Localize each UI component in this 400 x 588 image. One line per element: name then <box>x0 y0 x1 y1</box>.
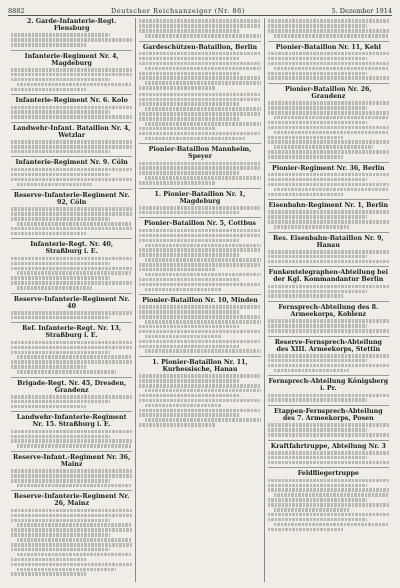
text-line <box>145 34 260 38</box>
text-line <box>268 324 367 328</box>
notice-section <box>11 322 132 373</box>
text-line <box>11 38 132 42</box>
text-line <box>11 43 86 47</box>
text-line <box>11 405 86 409</box>
text-line <box>268 101 389 105</box>
text-line <box>145 107 260 111</box>
notice-section <box>268 19 389 37</box>
text-block <box>11 257 132 290</box>
notice-section <box>11 377 132 409</box>
text-line <box>274 225 349 229</box>
notice-section <box>268 83 389 159</box>
page-number: 8882 <box>8 6 25 15</box>
text-line <box>11 232 86 236</box>
text-line <box>268 193 343 197</box>
text-line <box>11 73 132 77</box>
text-line <box>145 176 260 180</box>
text-line <box>268 285 389 289</box>
section-heading: Reserve-Infanterie-Regiment Nr. 40 <box>11 293 132 310</box>
text-block <box>268 285 389 298</box>
section-heading: Reserve-Infanterie-Regiment Nr. 26, Mainz <box>11 490 132 507</box>
section-heading: Pionier-Bataillon Nr. 11, Kehl <box>268 41 389 51</box>
text-line <box>145 389 260 393</box>
section-heading: Infanterie-Regiment Nr. 4, Magdeburg <box>11 50 132 67</box>
text-block <box>11 509 132 576</box>
text-line <box>139 278 238 282</box>
text-line <box>139 394 238 398</box>
text-line <box>11 78 110 82</box>
text-line <box>11 563 132 567</box>
text-line <box>139 181 214 185</box>
text-line <box>11 115 132 119</box>
text-block <box>139 19 260 37</box>
text-line <box>17 484 132 488</box>
notice-section <box>11 238 132 289</box>
text-line <box>11 145 132 149</box>
publication-title: Deutscher Reichsanzeiger (Nr. 86) <box>111 6 246 15</box>
text-block <box>11 140 132 153</box>
text-line <box>11 543 132 547</box>
section-heading: Etappen-Fernsprech-Abteilung des 7. Armeekorps, Posen <box>268 405 389 422</box>
text-line <box>268 364 389 368</box>
section-heading: Feldfliegertruppe <box>268 467 389 477</box>
text-block <box>11 68 132 91</box>
text-line <box>268 294 343 298</box>
text-line <box>139 409 260 413</box>
text-line <box>139 52 260 56</box>
text-line <box>17 523 132 527</box>
text-line <box>268 126 389 130</box>
text-line <box>11 173 110 177</box>
text-block <box>268 319 389 332</box>
text-line <box>11 469 132 473</box>
text-line <box>268 329 389 333</box>
text-line <box>11 474 132 478</box>
text-line <box>268 359 367 363</box>
text-line <box>139 315 260 319</box>
text-line <box>11 509 132 513</box>
text-line <box>268 518 367 522</box>
notice-section <box>268 336 389 373</box>
text-line <box>11 262 110 266</box>
section-heading: 1. Pionier-Bataillon Nr. 1, Magdeburg <box>139 188 260 205</box>
text-line <box>139 229 260 233</box>
text-line <box>268 354 389 358</box>
text-line <box>145 320 260 324</box>
text-line <box>139 117 238 121</box>
text-line <box>268 106 367 110</box>
text-line <box>11 110 110 114</box>
text-columns <box>8 18 392 582</box>
section-heading: Pionier-Regiment Nr. 36, Berlin <box>268 162 389 172</box>
notice-section <box>11 94 132 119</box>
text-line <box>17 286 92 290</box>
text-line <box>17 183 92 187</box>
notice-section <box>139 19 260 37</box>
text-line <box>11 395 132 399</box>
text-line <box>11 316 110 320</box>
column-1 <box>8 18 136 582</box>
notice-section <box>11 189 132 235</box>
text-line <box>11 365 86 369</box>
text-line <box>11 178 132 182</box>
notice-section <box>139 93 260 141</box>
text-line <box>268 428 367 432</box>
text-line <box>11 548 110 552</box>
section-heading: Reserve-Fernsprech-Abteilung des XIII. Armeekorps, Stettin <box>268 336 389 353</box>
text-line <box>11 341 132 345</box>
text-line <box>139 399 260 403</box>
text-line <box>139 211 238 215</box>
text-block <box>268 173 389 196</box>
text-line <box>11 519 110 523</box>
text-line <box>268 183 389 187</box>
text-line <box>268 456 367 460</box>
text-line <box>268 433 389 437</box>
section-heading: 2. Garde-Infanterie-Regt. Flensburg <box>26 18 117 32</box>
text-block <box>11 430 132 448</box>
text-line <box>268 178 367 182</box>
text-line <box>268 250 389 254</box>
text-line <box>268 260 389 264</box>
text-line <box>139 330 260 334</box>
text-line <box>268 29 389 33</box>
text-block <box>268 354 389 372</box>
text-line <box>139 112 260 116</box>
text-line <box>268 528 343 532</box>
issue-date: 5. Dezember 1914 <box>331 6 392 15</box>
text-line <box>274 67 389 71</box>
text-line <box>11 533 110 537</box>
text-line <box>139 239 238 243</box>
section-heading: Reserve-Infanterie-Regiment Nr. 92, Cöln <box>11 189 132 206</box>
text-line <box>11 140 132 144</box>
text-line <box>145 418 260 422</box>
section-heading: Landwehr-Infanterie-Regiment Nr. 15. Straßburg i. E. <box>11 411 132 428</box>
text-line <box>139 57 238 61</box>
column-3 <box>265 18 392 582</box>
text-block <box>11 311 132 319</box>
text-line <box>139 423 214 427</box>
section-heading: Eisenbahn-Regiment Nr. 1, Berlin <box>268 199 389 209</box>
text-block <box>268 19 389 37</box>
notice-section <box>268 232 389 264</box>
text-line <box>11 168 132 172</box>
text-line <box>11 207 132 211</box>
column-2 <box>136 18 264 582</box>
text-line <box>17 370 116 374</box>
text-line <box>268 255 367 259</box>
text-line <box>139 234 260 238</box>
text-line <box>139 310 238 314</box>
section-heading: Infanterie-Regt. Nr. 40, Straßburg i. E. <box>11 238 132 255</box>
text-line <box>268 319 389 323</box>
notice-section <box>268 199 389 229</box>
text-line <box>145 335 220 339</box>
text-block <box>268 394 389 402</box>
text-line <box>139 62 260 66</box>
text-line <box>145 67 260 71</box>
text-line <box>139 263 260 267</box>
text-line <box>268 19 389 23</box>
text-line <box>11 68 132 72</box>
text-block <box>139 206 260 214</box>
text-line <box>139 102 238 106</box>
notice-section <box>139 217 260 291</box>
text-line <box>139 127 214 131</box>
text-line <box>139 305 260 309</box>
text-line <box>145 122 260 126</box>
text-line <box>274 523 389 527</box>
text-line <box>11 479 110 483</box>
text-block <box>139 93 260 141</box>
text-block <box>139 229 260 291</box>
page-header <box>8 4 392 16</box>
text-block <box>268 101 389 158</box>
text-line <box>268 503 389 507</box>
text-line <box>11 33 110 37</box>
notice-section <box>11 451 132 488</box>
text-line <box>139 379 238 383</box>
text-line <box>17 553 132 557</box>
text-line <box>11 514 132 518</box>
text-line <box>17 83 132 87</box>
section-heading: Pionier-Bataillon Nr. 10, Minden <box>139 294 260 304</box>
text-line <box>139 325 238 329</box>
notice-section <box>268 405 389 437</box>
section-heading: Infanterie-Regiment Nr. 6. Kolo <box>11 94 132 104</box>
text-line <box>268 121 367 125</box>
text-line <box>145 137 244 141</box>
text-line <box>145 258 260 262</box>
section-heading: Funkentelegraphen-Abteilung bei der Kgl. Kommandantur Berlin <box>268 266 389 283</box>
section-heading: Brigade-Regt. Nr. 45, Dresden, Grandenz <box>11 377 132 394</box>
text-line <box>11 400 110 404</box>
section-heading: Pionier-Bataillon Mannheim, Speyer <box>139 143 260 160</box>
text-line <box>17 538 132 542</box>
text-line <box>145 244 260 248</box>
text-block <box>11 168 132 186</box>
notice-section <box>11 490 132 575</box>
notice-section <box>11 293 132 320</box>
text-line <box>17 355 132 359</box>
text-block <box>268 210 389 228</box>
text-block <box>139 162 260 185</box>
text-line <box>139 374 260 378</box>
text-line <box>11 439 132 443</box>
text-line <box>139 132 260 136</box>
text-line <box>268 24 367 28</box>
text-line <box>139 19 260 23</box>
text-line <box>268 398 367 402</box>
section-heading: Fernsprech-Abteilung Königsberg i. Pr. <box>268 375 389 392</box>
text-line <box>268 290 367 294</box>
text-block <box>11 395 132 408</box>
text-line <box>11 276 110 280</box>
text-line <box>268 76 389 80</box>
notice-section <box>11 411 132 448</box>
section-heading: Pionier-Bataillon Nr. 26, Graudenz <box>268 83 389 100</box>
text-line <box>139 248 260 252</box>
text-line <box>139 253 238 257</box>
section-heading: Pionier-Bataillon Nr. 5, Cottbus <box>139 217 260 227</box>
text-line <box>145 349 260 353</box>
text-line <box>11 150 110 154</box>
text-line <box>139 76 260 80</box>
text-line <box>274 493 389 497</box>
text-line <box>11 360 132 364</box>
section-heading: Kraftfahrtruppe, Abteilung Nr. 3 <box>268 440 389 450</box>
text-line <box>11 281 132 285</box>
text-line <box>268 513 389 517</box>
text-line <box>268 498 367 502</box>
text-line <box>268 451 389 455</box>
text-line <box>139 413 238 417</box>
text-line <box>274 188 389 192</box>
text-block <box>139 374 260 426</box>
notice-section <box>268 266 389 298</box>
text-block <box>268 250 389 263</box>
text-line <box>268 136 343 140</box>
text-line <box>139 206 260 210</box>
text-line <box>11 212 132 216</box>
notice-section <box>268 375 389 402</box>
text-line <box>274 369 349 373</box>
text-line <box>274 508 349 512</box>
notice-section <box>268 162 389 196</box>
text-line <box>139 93 260 97</box>
text-line <box>268 210 389 214</box>
notice-section <box>139 188 260 215</box>
text-line <box>274 34 389 38</box>
text-line <box>11 217 110 221</box>
text-block <box>139 52 260 90</box>
section-heading: Gardeschützen-Bataillon, Berlin <box>139 41 260 51</box>
text-line <box>11 558 86 562</box>
text-line <box>11 572 86 576</box>
text-line <box>268 479 389 483</box>
notice-section <box>11 18 132 47</box>
notice-section <box>11 50 132 91</box>
text-line <box>139 345 238 349</box>
text-line <box>139 24 260 28</box>
text-block <box>139 305 260 353</box>
text-line <box>274 145 373 149</box>
section-heading: Res. Eisenbahn-Bataillon Nr. 9, Hanau <box>268 232 389 249</box>
text-block <box>11 207 132 235</box>
text-line <box>145 273 260 277</box>
text-line <box>274 116 389 120</box>
text-line <box>139 340 260 344</box>
text-line <box>11 351 110 355</box>
text-line <box>139 86 214 90</box>
notice-section <box>139 356 260 427</box>
notice-section <box>11 156 132 186</box>
text-line <box>268 111 389 115</box>
text-line <box>268 140 389 144</box>
text-line <box>17 568 116 572</box>
text-block <box>268 479 389 531</box>
text-line <box>11 257 132 261</box>
text-line <box>139 283 260 287</box>
text-line <box>274 131 389 135</box>
notice-section <box>139 143 260 184</box>
notice-section <box>268 440 389 465</box>
text-block <box>11 106 132 119</box>
text-line <box>145 81 260 85</box>
text-block <box>268 52 389 80</box>
text-line <box>268 215 367 219</box>
text-line <box>11 267 132 271</box>
text-line <box>11 528 132 532</box>
text-line <box>145 288 220 292</box>
text-block <box>268 451 389 464</box>
text-line <box>268 62 389 66</box>
text-line <box>268 423 389 427</box>
text-line <box>268 52 389 56</box>
section-heading: Infanterie-Regiment Nr. 9. Cöln <box>11 156 132 166</box>
section-heading: Landwehr-Infant. Bataillon Nr. 4, Wetzlar <box>11 122 132 139</box>
text-block <box>11 341 132 374</box>
text-block <box>11 33 132 46</box>
text-line <box>11 435 110 439</box>
text-line <box>11 430 132 434</box>
notice-section <box>11 122 132 154</box>
notice-section <box>139 294 260 353</box>
notice-section <box>268 301 389 333</box>
text-line <box>139 384 260 388</box>
section-heading: Reserve-Infant.-Regiment Nr. 36, Mainz <box>11 451 132 468</box>
text-block <box>268 423 389 436</box>
text-line <box>268 155 343 159</box>
section-heading: 1. Pionier-Bataillon Nr. 11, Kurhessische, Hanau <box>139 356 260 373</box>
text-line <box>17 271 132 275</box>
text-block <box>11 469 132 487</box>
text-line <box>139 98 260 102</box>
text-line <box>268 488 389 492</box>
text-line <box>11 88 86 92</box>
notice-section <box>268 41 389 80</box>
section-heading: Ref. Infanterie-Regt. Nr. 13, Straßburg i. E. <box>11 322 132 339</box>
text-line <box>139 166 260 170</box>
text-line <box>268 173 389 177</box>
text-line <box>139 29 238 33</box>
text-line <box>17 444 132 448</box>
text-line <box>11 311 132 315</box>
text-line <box>11 106 132 110</box>
text-line <box>268 57 367 61</box>
text-line <box>139 171 238 175</box>
text-line <box>11 227 132 231</box>
notice-section <box>139 41 260 90</box>
notice-section <box>268 467 389 531</box>
text-line <box>268 394 389 398</box>
text-line <box>145 404 220 408</box>
text-line <box>11 346 132 350</box>
text-line <box>139 162 260 166</box>
text-line <box>139 72 238 76</box>
text-line <box>268 72 367 76</box>
section-heading: Fernsprech-Abteilung des 8. Armeekorps, Koblenz <box>268 301 389 318</box>
text-line <box>139 268 214 272</box>
text-line <box>268 150 389 154</box>
text-line <box>268 461 389 465</box>
text-line <box>268 484 367 488</box>
text-line <box>268 220 389 224</box>
text-line <box>17 222 132 226</box>
